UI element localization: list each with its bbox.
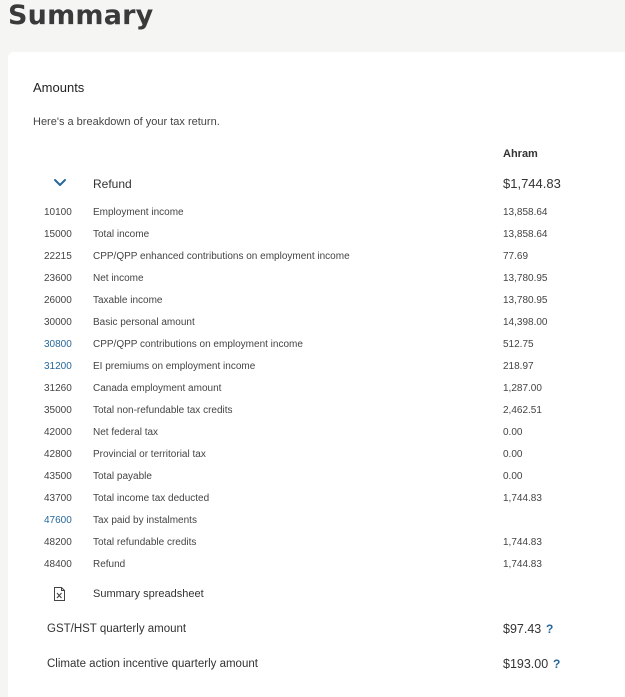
- section-title: Amounts: [33, 80, 85, 95]
- line-code: 22215: [44, 251, 72, 262]
- line-label: Net income: [93, 273, 144, 284]
- line-label: Net federal tax: [93, 427, 159, 438]
- table-row: [8, 511, 625, 533]
- line-label: Total income tax deducted: [93, 493, 210, 504]
- line-code: 42000: [44, 427, 72, 438]
- line-label: Canada employment amount: [93, 383, 222, 394]
- line-code-link[interactable]: 30800: [44, 339, 72, 350]
- line-code: 30000: [44, 317, 72, 328]
- line-label: Total non-refundable tax credits: [93, 405, 233, 416]
- line-code-link[interactable]: 31200: [44, 361, 72, 372]
- line-value: 0.00: [503, 427, 523, 438]
- line-label: CPP/QPP contributions on employment income: [93, 339, 303, 350]
- gst-hst-row: [8, 618, 625, 642]
- line-code: 43500: [44, 471, 72, 482]
- intro-text: Here's a breakdown of your tax return.: [33, 116, 220, 128]
- table-row: [8, 247, 625, 269]
- line-label: Refund: [93, 559, 126, 570]
- table-row: [8, 555, 625, 577]
- tax-line-list: [8, 203, 625, 577]
- climate-action-value: $193.00: [503, 657, 549, 671]
- column-header-person: Ahram: [503, 148, 538, 160]
- line-label: Basic personal amount: [93, 317, 195, 328]
- line-code: 35000: [44, 405, 72, 416]
- table-row: [8, 225, 625, 247]
- line-code: 31260: [44, 383, 72, 394]
- refund-value: $1,744.83: [503, 176, 561, 191]
- line-value: 2,462.51: [503, 405, 542, 416]
- line-code: 15000: [44, 229, 72, 240]
- line-value: 218.97: [503, 361, 534, 372]
- line-label: Total income: [93, 229, 150, 240]
- table-row: [8, 445, 625, 467]
- table-row: [8, 423, 625, 445]
- line-code: 42800: [44, 449, 72, 460]
- line-code: 48200: [44, 537, 72, 548]
- line-value: 13,858.64: [503, 207, 548, 218]
- line-value: 1,287.00: [503, 383, 542, 394]
- line-value: 1,744.83: [503, 559, 542, 570]
- page-title: Summary: [8, 0, 154, 31]
- gst-hst-value: $97.43: [503, 622, 542, 636]
- table-row: [8, 489, 625, 511]
- line-code-link[interactable]: 47600: [44, 515, 72, 526]
- table-row: [8, 533, 625, 555]
- line-label: EI premiums on employment income: [93, 361, 256, 372]
- table-row: [8, 379, 625, 401]
- spreadsheet-file-icon: [54, 587, 65, 601]
- line-label: Total payable: [93, 471, 152, 482]
- line-code: 10100: [44, 207, 72, 218]
- line-label: CPP/QPP enhanced contributions on employment income: [93, 251, 350, 262]
- table-row: [8, 401, 625, 423]
- line-code: 26000: [44, 295, 72, 306]
- table-row: [8, 291, 625, 313]
- line-value: 14,398.00: [503, 317, 548, 328]
- table-row: [8, 269, 625, 291]
- line-label: Taxable income: [93, 295, 163, 306]
- help-icon[interactable]: ?: [553, 657, 561, 671]
- line-code: 43700: [44, 493, 72, 504]
- refund-label: Refund: [93, 177, 132, 191]
- line-label: Provincial or territorial tax: [93, 449, 206, 460]
- line-value: 77.69: [503, 251, 529, 262]
- line-value: 1,744.83: [503, 537, 542, 548]
- line-value: 1,744.83: [503, 493, 542, 504]
- table-row: [8, 467, 625, 489]
- summary-spreadsheet-row[interactable]: [8, 583, 625, 607]
- line-value: 0.00: [503, 449, 523, 460]
- line-code: 48400: [44, 559, 72, 570]
- table-row: [8, 313, 625, 335]
- gst-hst-label: GST/HST quarterly amount: [47, 623, 187, 635]
- climate-action-label: Climate action incentive quarterly amount: [47, 658, 258, 670]
- line-label: Employment income: [93, 207, 184, 218]
- line-value: 13,858.64: [503, 229, 548, 240]
- line-value: 13,780.95: [503, 273, 548, 284]
- amounts-card: [8, 52, 625, 697]
- table-row: [8, 357, 625, 379]
- table-row: [8, 203, 625, 225]
- line-label: Total refundable credits: [93, 537, 197, 548]
- line-label: Tax paid by instalments: [93, 515, 197, 526]
- climate-action-row: [8, 653, 625, 677]
- table-row: [8, 335, 625, 357]
- help-icon[interactable]: ?: [546, 622, 554, 636]
- summary-spreadsheet-link[interactable]: Summary spreadsheet: [93, 588, 204, 600]
- line-value: 512.75: [503, 339, 534, 350]
- line-value: 13,780.95: [503, 295, 548, 306]
- line-code: 23600: [44, 273, 72, 284]
- line-value: 0.00: [503, 471, 523, 482]
- chevron-down-icon[interactable]: [52, 175, 68, 191]
- refund-summary-row[interactable]: [8, 172, 625, 194]
